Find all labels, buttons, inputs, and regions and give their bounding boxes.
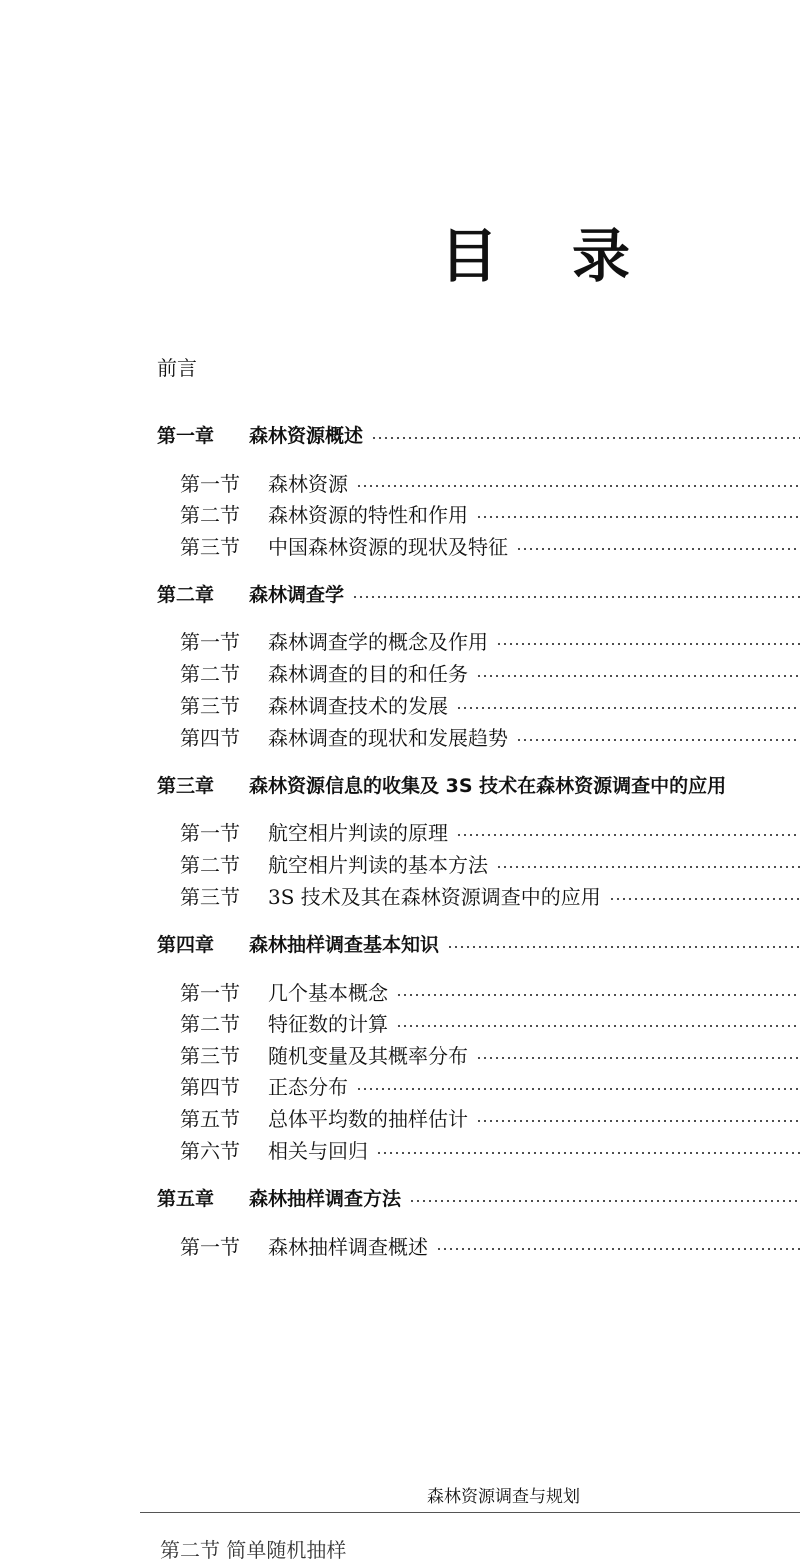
section-title: 相关与回归 <box>268 1138 368 1163</box>
leader-dots <box>371 436 800 440</box>
section-label: 第四节 <box>180 725 240 750</box>
leader-dots <box>456 706 800 710</box>
toc-chapter-5[interactable] <box>157 1181 800 1213</box>
section-label: 第三节 <box>180 884 240 909</box>
footer-divider <box>140 1512 800 1513</box>
toc-chapter-1[interactable] <box>157 418 800 450</box>
leader-dots <box>436 1247 800 1251</box>
leader-dots <box>376 1151 800 1155</box>
section-title: 森林调查学的概念及作用 <box>268 629 488 654</box>
toc-chapter-3[interactable] <box>157 768 800 800</box>
section-title: 3S 技术及其在森林资源调查中的应用 <box>268 884 601 909</box>
section-title: 随机变量及其概率分布 <box>268 1043 468 1068</box>
next-page-partial-line: 第二节 简单随机抽样 <box>160 1538 347 1562</box>
section-label: 第六节 <box>180 1138 240 1163</box>
chapter-title: 森林抽样调查方法 <box>249 1187 402 1210</box>
leader-dots <box>476 1119 800 1123</box>
toc-chapter-2[interactable] <box>157 577 800 609</box>
section-label: 第三节 <box>180 1043 240 1068</box>
toc-section-3-1[interactable] <box>180 815 800 847</box>
chapter-label: 第三章 <box>157 774 215 797</box>
toc-section-2-3[interactable] <box>180 688 800 720</box>
chapter-title: 森林资源概述 <box>249 424 364 447</box>
section-title: 几个基本概念 <box>268 980 388 1005</box>
section-title: 森林资源的特性和作用 <box>268 502 468 527</box>
toc-section-4-4[interactable] <box>180 1069 800 1101</box>
chapter-label: 第五章 <box>157 1187 215 1210</box>
leader-dots <box>476 1056 800 1060</box>
book-title-footer: 森林资源调查与规划 <box>427 1487 580 1507</box>
section-title: 森林调查的目的和任务 <box>268 661 468 686</box>
section-title: 森林资源 <box>268 471 348 496</box>
section-label: 第一节 <box>180 820 240 845</box>
toc-section-1-2[interactable] <box>180 497 800 529</box>
section-label: 第四节 <box>180 1074 240 1099</box>
section-label: 第一节 <box>180 980 240 1005</box>
title-char-1: 目 <box>440 222 499 290</box>
leader-dots <box>396 1024 800 1028</box>
section-label: 第三节 <box>180 693 240 718</box>
toc-section-2-4[interactable] <box>180 720 800 752</box>
toc-section-2-2[interactable] <box>180 656 800 688</box>
toc-section-3-2[interactable] <box>180 847 800 879</box>
section-title: 森林调查的现状和发展趋势 <box>268 725 508 750</box>
toc-chapter-4[interactable] <box>157 927 800 959</box>
leader-dots <box>609 897 800 901</box>
chapter-title: 森林资源信息的收集及 3S 技术在森林资源调查中的应用 <box>249 774 727 797</box>
section-label: 第二节 <box>180 852 240 877</box>
section-title: 总体平均数的抽样估计 <box>268 1106 468 1131</box>
section-title: 森林调查技术的发展 <box>268 693 448 718</box>
toc-section-4-1[interactable] <box>180 975 800 1007</box>
leader-dots <box>356 1087 800 1091</box>
section-label: 第一节 <box>180 1234 240 1259</box>
section-title: 中国森林资源的现状及特征 <box>268 534 508 559</box>
section-title: 森林抽样调查概述 <box>268 1234 428 1259</box>
section-title: 正态分布 <box>268 1074 348 1099</box>
title-char-2: 录 <box>571 222 630 290</box>
toc-section-4-2[interactable] <box>180 1006 800 1038</box>
leader-dots <box>496 642 800 646</box>
section-label: 第五节 <box>180 1106 240 1131</box>
toc-section-4-6[interactable] <box>180 1133 800 1165</box>
preface-entry[interactable] <box>157 350 800 382</box>
chapter-label: 第一章 <box>157 424 215 447</box>
page-title <box>440 220 630 292</box>
section-title: 特征数的计算 <box>268 1011 388 1036</box>
chapter-label: 第二章 <box>157 583 215 606</box>
leader-dots <box>396 993 800 997</box>
toc-section-3-3[interactable] <box>180 879 800 911</box>
toc-section-2-1[interactable] <box>180 624 800 656</box>
toc-section-1-1[interactable] <box>180 466 800 498</box>
leader-dots <box>476 674 800 678</box>
toc-section-5-1[interactable] <box>180 1229 800 1261</box>
section-title: 航空相片判读的基本方法 <box>268 852 488 877</box>
section-label: 第一节 <box>180 471 240 496</box>
chapter-title: 森林调查学 <box>249 583 345 606</box>
leader-dots <box>476 515 800 519</box>
leader-dots <box>516 738 800 742</box>
leader-dots <box>456 833 800 837</box>
leader-dots <box>516 547 800 551</box>
leader-dots <box>352 595 800 599</box>
section-label: 第二节 <box>180 502 240 527</box>
leader-dots <box>496 865 800 869</box>
section-title: 航空相片判读的原理 <box>268 820 448 845</box>
section-label: 第一节 <box>180 629 240 654</box>
leader-dots <box>409 1199 800 1203</box>
section-label: 第二节 <box>180 661 240 686</box>
section-label: 第三节 <box>180 534 240 559</box>
chapter-label: 第四章 <box>157 933 215 956</box>
toc-section-1-3[interactable] <box>180 529 800 561</box>
leader-dots <box>356 484 800 488</box>
chapter-title: 森林抽样调查基本知识 <box>249 933 440 956</box>
toc-section-4-5[interactable] <box>180 1101 800 1133</box>
preface-label: 前言 <box>157 355 197 380</box>
section-label: 第二节 <box>180 1011 240 1036</box>
toc-section-4-3[interactable] <box>180 1038 800 1070</box>
leader-dots <box>447 945 800 949</box>
